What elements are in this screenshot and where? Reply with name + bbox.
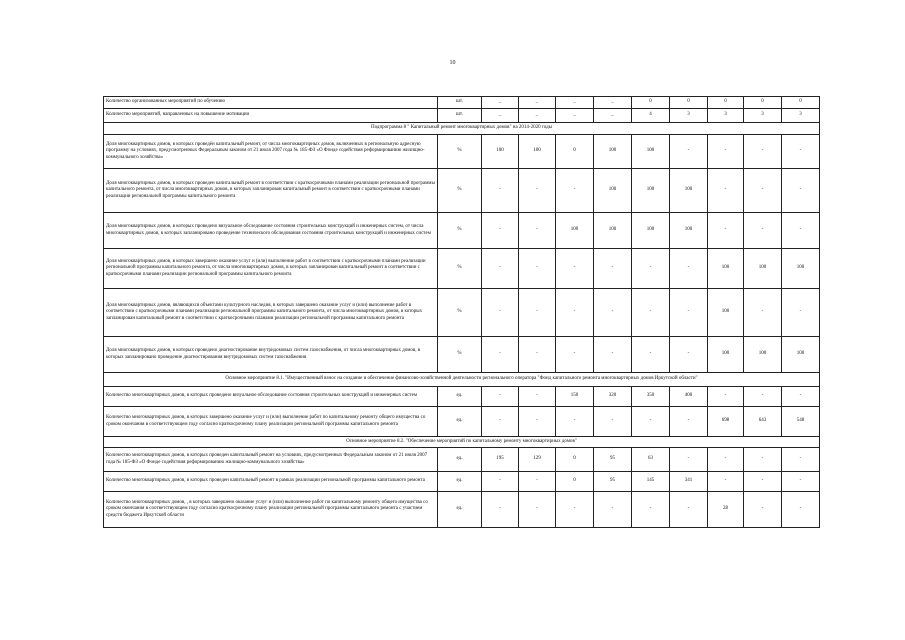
value-cell: 0 [782, 97, 820, 109]
value-cell: 129 [519, 448, 556, 472]
value-cell: - [519, 492, 556, 528]
indicator-name: Количество многоквартирных домов, в которых проведен капитальный ремонт в рамках реализации региональной программы капитального ремонта [104, 472, 438, 492]
section-heading: Основное мероприятие 8.1. "Имущественный взнос на создание и обеспечение финансово-хозяйственной деятельности регионального оператора "Фонд капитального ремонта многоквартирных домов Иркутской области" [104, 373, 820, 387]
value-cell: - [482, 492, 519, 528]
value-cell: - [744, 387, 782, 407]
value-cell: - [708, 387, 744, 407]
value-cell: _ [594, 97, 632, 109]
value-cell: - [670, 289, 708, 337]
value-cell: - [708, 169, 744, 213]
value-cell: - [482, 289, 519, 337]
value-cell: - [519, 407, 556, 437]
value-cell: - [782, 289, 820, 337]
value-cell: 3 [670, 109, 708, 123]
value-cell: - [670, 337, 708, 373]
unit-cell: % [438, 289, 482, 337]
value-cell: - [744, 472, 782, 492]
table-row [104, 289, 820, 337]
unit-cell: % [438, 169, 482, 213]
indicator-name: Доля многоквартирных домов, в которых завершено оказание услуг и (или) выполнение работ в соответствии с краткосрочными планами реализации региональной программы капитального ремонта, от числа многоквартирных домов, в которых запланирован капитальный ремонт в соответствии с краткосрочными планами реализации региональной программы капитального ремонта [104, 249, 438, 289]
value-cell: - [744, 169, 782, 213]
value-cell: - [632, 337, 670, 373]
value-cell: - [782, 169, 820, 213]
value-cell: 100 [744, 337, 782, 373]
value-cell: - [594, 337, 632, 373]
value-cell: 100 [594, 213, 632, 249]
value-cell: - [482, 337, 519, 373]
unit-cell: % [438, 135, 482, 169]
value-cell: 145 [632, 472, 670, 492]
value-cell: 195 [482, 448, 519, 472]
value-cell: 3 [708, 109, 744, 123]
value-cell: - [632, 289, 670, 337]
value-cell: - [670, 492, 708, 528]
value-cell: 100 [632, 135, 670, 169]
table-row [104, 492, 820, 528]
table-row [104, 213, 820, 249]
value-cell: 400 [670, 387, 708, 407]
indicator-name: Количество мероприятий, направленных на повышение мотивации [104, 109, 438, 123]
indicator-name: Доля многоквартирных домов, являющихся объектами культурного наследия, в которых завершено оказание услуг и (или) выполнение работ в соответствии с краткосрочными планами реализации региональной программы капитального ремонта, от числа многоквартирных домов, в которых запланирован капитальный ремонт в соответствии с краткосрочными планами реализации региональной программы капитального ремонта [104, 289, 438, 337]
value-cell: - [670, 135, 708, 169]
value-cell: - [482, 169, 519, 213]
value-cell: - [519, 387, 556, 407]
value-cell: - [708, 472, 744, 492]
value-cell: - [744, 289, 782, 337]
value-cell: 100 [708, 337, 744, 373]
value-cell: 100 [708, 249, 744, 289]
value-cell: _ [482, 109, 519, 123]
value-cell: - [782, 387, 820, 407]
value-cell: 95 [594, 448, 632, 472]
value-cell: _ [594, 109, 632, 123]
indicator-name: Количество организованных мероприятий по обучению [104, 97, 438, 109]
value-cell: 100 [632, 169, 670, 213]
table-row [104, 249, 820, 289]
value-cell: - [782, 448, 820, 472]
value-cell: 548 [782, 407, 820, 437]
value-cell: - [556, 407, 594, 437]
section-heading: Основное мероприятие 8.2. "Обеспечение мероприятий по капитальному ремонту многоквартирных домов" [104, 437, 820, 448]
value-cell: 3 [744, 109, 782, 123]
value-cell: 100 [594, 135, 632, 169]
unit-cell: шт. [438, 97, 482, 109]
value-cell: 100 [782, 337, 820, 373]
page-number: 10 [449, 60, 456, 66]
value-cell: _ [556, 109, 594, 123]
value-cell: - [782, 135, 820, 169]
indicator-name: Количество многоквартирных домов, в которых завершено оказание услуг и (или) выполнение работ по капитальному ремонту общего имущества со сроком окончания в соответствующем году согласно краткосрочному плану реализации региональной программы капитального ремонта [104, 407, 438, 437]
indicator-name: Количество многоквартирных домов, в которых проведен капитальный ремонт на условиях, предусмотренных Федеральным законом от 21 июля 2007 года № 185-ФЗ «О Фонде содействия реформированию жилищно-коммунального хозяйства» [104, 448, 438, 472]
indicator-name: Количество многоквартирных домов, в которых проведено визуальное обследование состояния строительных конструкций и инженерных систем [104, 387, 438, 407]
value-cell: 100 [744, 249, 782, 289]
value-cell: 698 [708, 407, 744, 437]
value-cell: - [708, 213, 744, 249]
value-cell: - [594, 407, 632, 437]
value-cell: - [744, 448, 782, 472]
indicator-name: Доля многоквартирных домов, в которых проведён капитальный ремонт, от числа многоквартирных домов, включенных в региональную адресную программу на условиях, предусмотренных Федеральным законом от 21 июля 2007 года № 185-ФЗ «О Фонде содействия реформированию жилищно-коммунального хозяйства» [104, 135, 438, 169]
section-heading: Подпрограмма 8 " Капитальный ремонт многоквартирных домов" на 2014-2020 годы [104, 123, 820, 135]
value-cell: - [482, 213, 519, 249]
value-cell: 0 [670, 97, 708, 109]
value-cell: _ [556, 97, 594, 109]
unit-cell: ед. [438, 407, 482, 437]
value-cell: 0 [632, 97, 670, 109]
unit-cell: % [438, 213, 482, 249]
value-cell: 0 [556, 448, 594, 472]
value-cell: - [744, 135, 782, 169]
unit-cell: шт. [438, 109, 482, 123]
value-cell: - [519, 337, 556, 373]
value-cell: - [519, 249, 556, 289]
value-cell: - [782, 213, 820, 249]
value-cell: 320 [594, 387, 632, 407]
value-cell: _ [519, 109, 556, 123]
value-cell: 100 [670, 169, 708, 213]
value-cell: - [594, 289, 632, 337]
table-row [104, 337, 820, 373]
value-cell: - [782, 472, 820, 492]
section-heading-row [104, 373, 820, 387]
value-cell: - [632, 492, 670, 528]
value-cell: - [519, 472, 556, 492]
value-cell: 100 [782, 249, 820, 289]
value-cell: - [556, 492, 594, 528]
unit-cell: ед. [438, 448, 482, 472]
value-cell: - [556, 337, 594, 373]
value-cell: - [556, 249, 594, 289]
unit-cell: ед. [438, 472, 482, 492]
value-cell: 100 [708, 289, 744, 337]
value-cell: 3 [782, 109, 820, 123]
table-row [104, 407, 820, 437]
value-cell: - [670, 249, 708, 289]
value-cell: 0 [556, 472, 594, 492]
unit-cell: % [438, 249, 482, 289]
value-cell: - [482, 387, 519, 407]
table-row [104, 97, 820, 109]
indicator-name: Доля многоквартирных домов, в которых проведено визуальное обследование состояния строительных конструкций и инженерных систем, от числа многоквартирных домов, в которых запланировано проведение технического обследования состояния строительных конструкций и инженерных систем [104, 213, 438, 249]
value-cell: - [556, 289, 594, 337]
value-cell: 0 [708, 97, 744, 109]
value-cell: - [594, 492, 632, 528]
section-heading-row [104, 437, 820, 448]
indicators-table [103, 96, 820, 528]
table-row [104, 135, 820, 169]
value-cell: 350 [632, 387, 670, 407]
indicator-name: Доля многоквартирных домов, в которых проведено диагностирование внутридомовых систем газоснабжения, от числа многоквартирных домов, в которых запланировано проведение диагностирования внутридомовых систем газоснабжения [104, 337, 438, 373]
value-cell: 100 [670, 213, 708, 249]
value-cell: 0 [556, 135, 594, 169]
value-cell: - [744, 213, 782, 249]
value-cell: 100 [556, 213, 594, 249]
value-cell: - [708, 135, 744, 169]
table-row [104, 169, 820, 213]
indicator-name: Доля многоквартирных домов, в которых проведен капитальный ремонт в соответствии с краткосрочными планами реализации региональной программы капитального ремонта, от числа многоквартирных домов, в которых запланирован капитальный ремонт в соответствии с краткосрочными планами реализации региональной программы капитального ремонта [104, 169, 438, 213]
value-cell: - [744, 492, 782, 528]
value-cell: 100 [632, 213, 670, 249]
value-cell: 100 [482, 135, 519, 169]
value-cell: 63 [632, 448, 670, 472]
value-cell: - [670, 448, 708, 472]
value-cell: - [482, 249, 519, 289]
value-cell: 150 [556, 387, 594, 407]
value-cell: 643 [744, 407, 782, 437]
value-cell: - [782, 492, 820, 528]
table-row [104, 387, 820, 407]
value-cell: 4 [632, 109, 670, 123]
value-cell: - [482, 407, 519, 437]
value-cell: 28 [708, 492, 744, 528]
value-cell: 341 [670, 472, 708, 492]
table-row [104, 472, 820, 492]
value-cell: - [519, 289, 556, 337]
value-cell: - [594, 249, 632, 289]
value-cell: 100 [594, 169, 632, 213]
value-cell: - [519, 169, 556, 213]
value-cell: - [556, 169, 594, 213]
value-cell: _ [519, 97, 556, 109]
value-cell: - [670, 407, 708, 437]
value-cell: 0 [744, 97, 782, 109]
table-row [104, 448, 820, 472]
value-cell: 100 [519, 135, 556, 169]
unit-cell: ед. [438, 492, 482, 528]
table-row [104, 109, 820, 123]
section-heading-row [104, 123, 820, 135]
indicator-name: Количество многоквартирных домов, , в которых завершено оказание услуг и (или) выполнение работ по капитальному ремонту общего имущества со сроком окончания в соответствующем году согласно краткосрочному плану реализации региональной программы капитального ремонта с участием средств бюджета Иркутской области [104, 492, 438, 528]
value-cell: 95 [594, 472, 632, 492]
value-cell: - [482, 472, 519, 492]
value-cell: - [708, 448, 744, 472]
unit-cell: % [438, 337, 482, 373]
unit-cell: ед. [438, 387, 482, 407]
value-cell: - [519, 213, 556, 249]
value-cell: - [632, 407, 670, 437]
value-cell: _ [482, 97, 519, 109]
value-cell: - [632, 249, 670, 289]
